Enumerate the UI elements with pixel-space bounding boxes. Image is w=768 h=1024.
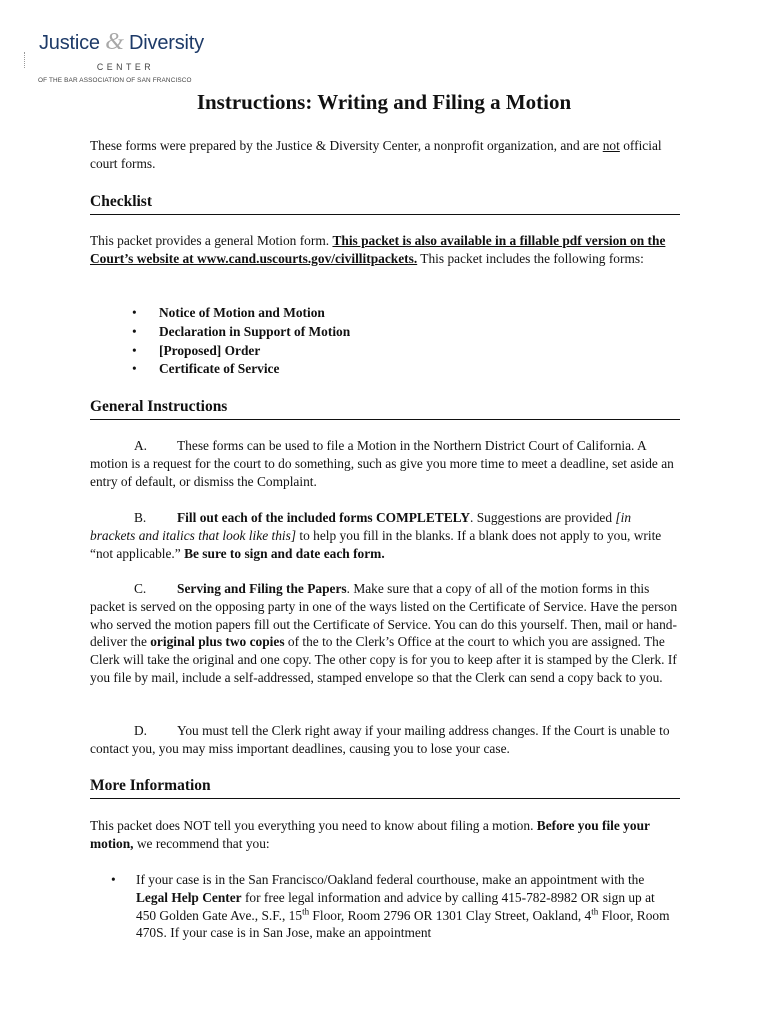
list-item: • Notice of Motion and Motion bbox=[90, 304, 350, 323]
bullet-text-2: for free legal information and advice by calling 415-782-8982 OR sign up at 450 Golden Gate Ave., S.F., 15 bbox=[136, 889, 655, 923]
instruction-b-text-2: to help you fill in the blanks. If a blank does not apply to you, write “not applicable.” bbox=[90, 527, 662, 561]
bullet-icon: • bbox=[111, 872, 116, 887]
instruction-b bbox=[90, 509, 678, 562]
general-instructions-heading: General Instructions bbox=[90, 398, 680, 420]
more-text-1: This packet does NOT tell you everything you need to know about filing a motion. bbox=[90, 818, 537, 833]
bullet-text-4: Floor, Room 470S. If your case is in San Jose, make an appointment bbox=[136, 907, 670, 941]
list-item: • Declaration in Support of Motion bbox=[90, 323, 350, 342]
instruction-b-italic: [in brackets and italics that look like this] bbox=[90, 510, 632, 543]
instruction-d-text: You must tell the Clerk right away if your mailing address changes. If the Court is unable to contact you, you may miss important deadlines, causing you to lose your case. bbox=[90, 723, 670, 756]
instruction-b-sign-note: Be sure to sign and date each form. bbox=[184, 545, 385, 561]
instruction-b-bold: Fill out each of the included forms COMPLETELY bbox=[177, 510, 470, 525]
logo-center: CENTER bbox=[96, 62, 155, 72]
instruction-c-text-2: of the to the Clerk’s Office at the court to which you are assigned. The Clerk will take the original and one copy. The other copy is for you to keep after it is stamped by the Clerk. If you file by mail, include a self-addressed, stamped envelope so that the Clerk can send a copy back to you. bbox=[90, 634, 677, 685]
checklist-fillable-note: This packet is also available in a fillable pdf version on the Court’s website at www.cand.uscourts.gov/civillitpackets. bbox=[90, 233, 666, 266]
instruction-c-copies: original plus two copies bbox=[150, 634, 285, 650]
intro-text-end: official court forms. bbox=[90, 138, 662, 171]
justice-diversity-center-logo bbox=[22, 29, 227, 84]
instruction-a-label: A. bbox=[134, 438, 148, 453]
logo-diversity: Diversity bbox=[129, 32, 204, 54]
intro-not: not bbox=[602, 138, 620, 153]
instruction-a-text: These forms can be used to file a Motion in the Northern District Court of California. A motion is a request for the court to do something, such as give you more time to meet a deadline, set aside an entry of default, or dismiss the Complaint. bbox=[90, 438, 674, 489]
instruction-c bbox=[90, 580, 678, 687]
more-information-heading: More Information bbox=[90, 777, 680, 799]
instruction-c-bold: Serving and Filing the Papers bbox=[177, 581, 347, 596]
list-item: • Certificate of Service bbox=[90, 360, 350, 379]
instruction-c-text-1: . Make sure that a copy of all of the motion forms in this packet is served on the opposing party in one of the ways listed on the Certificate of Service. Have the person who served the motion papers fill out the Certificate of Service. You can do this yourself. Then, mail or hand-deliver the bbox=[90, 581, 678, 650]
legal-help-center: Legal Help Center bbox=[136, 889, 242, 905]
logo-ampersand: & bbox=[105, 29, 124, 55]
bullet-text-1: If your case is in the San Francisco/Oakland federal courthouse, make an appointment with the bbox=[136, 872, 645, 887]
checklist-text-2: This packet includes the following forms: bbox=[417, 250, 644, 266]
logo-subtitle: OF THE BAR ASSOCIATION OF SAN FRANCISCO bbox=[38, 77, 192, 84]
checklist-paragraph bbox=[90, 232, 678, 268]
legal-help-bullet-text bbox=[136, 871, 678, 942]
instruction-b-text-1: . Suggestions are provided bbox=[470, 510, 616, 525]
instruction-a bbox=[90, 437, 678, 490]
document-title: Instructions: Writing and Filing a Motion bbox=[196, 90, 572, 114]
forms-list bbox=[90, 304, 350, 379]
checklist-heading: Checklist bbox=[90, 193, 680, 215]
more-text-2: we recommend that you: bbox=[133, 835, 270, 851]
instruction-c-label: C. bbox=[134, 581, 147, 596]
bullet-sup-1: th bbox=[302, 906, 310, 917]
list-item bbox=[108, 871, 678, 942]
instruction-b-label: B. bbox=[134, 510, 147, 525]
list-item: • [Proposed] Order bbox=[90, 342, 350, 361]
intro-text: These forms were prepared by the Justice & Diversity Center, a nonprofit organization, and are bbox=[90, 138, 600, 153]
logo-justice: Justice bbox=[39, 32, 100, 54]
checklist-text-1: This packet provides a general Motion form. bbox=[90, 233, 333, 248]
bullet-text-3: Floor, Room 2796 OR 1301 Clay Street, Oakland, 4 bbox=[309, 907, 592, 923]
instruction-d bbox=[90, 722, 678, 758]
instruction-d-label: D. bbox=[134, 723, 148, 738]
more-information-paragraph bbox=[90, 817, 678, 853]
bullet-sup-2: th bbox=[591, 906, 599, 917]
more-before-filing: Before you file your motion, bbox=[90, 818, 650, 851]
logo-wordmark bbox=[39, 29, 204, 55]
intro-paragraph bbox=[90, 137, 678, 173]
